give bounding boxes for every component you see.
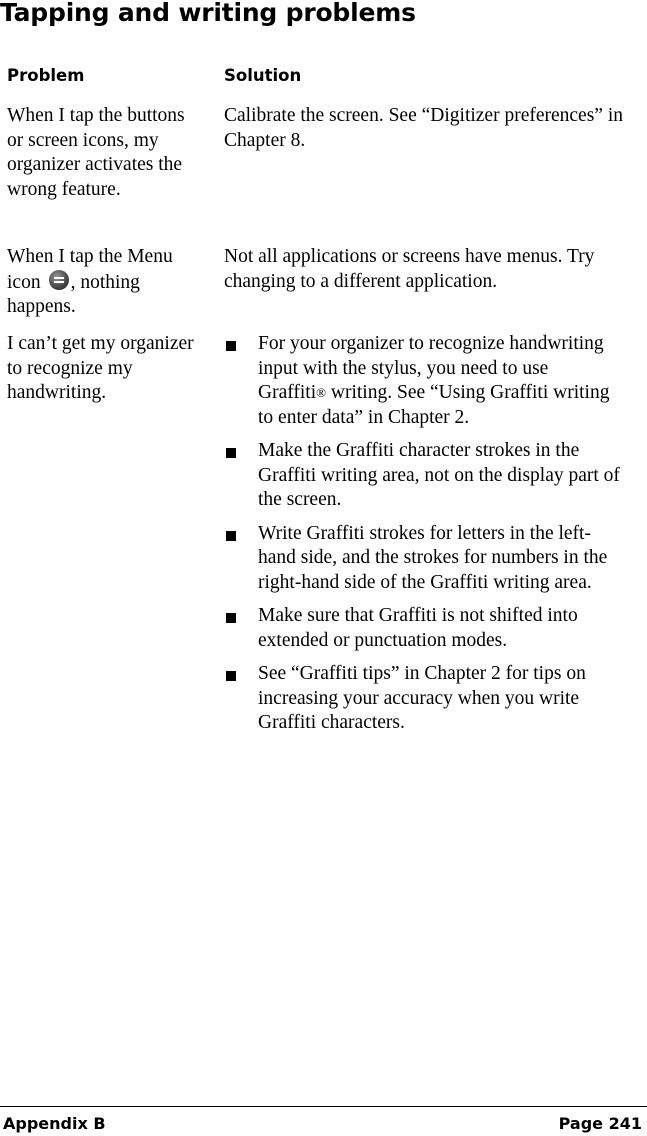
bullet-text-after-symbol: writing. See “Using Graffiti writing to enter data” in Chapter 2. — [258, 382, 610, 428]
solution-bullet-item — [224, 332, 620, 430]
solution-cell-1: Calibrate the screen. See “Digitizer preferences” in Chapter 8. — [224, 105, 623, 151]
problem-text-before-icon: When I tap the Menu icon — [7, 246, 173, 293]
footer-divider — [0, 1106, 647, 1107]
square-bullet-icon — [226, 341, 236, 351]
problem-cell-1: When I tap the buttons or screen icons, my organizer activates the wrong feature. — [7, 105, 185, 200]
solution-bullet-list — [224, 332, 624, 736]
square-bullet-icon — [226, 531, 236, 541]
problem-cell-3: I can’t get my organizer to recognize my handwriting. — [7, 333, 194, 403]
menu-icon — [49, 270, 69, 290]
solution-cell-3 — [224, 332, 624, 745]
bullet-text-before-symbol: For your organizer to recognize handwriting input with the stylus, you need to use Graffiti — [258, 333, 604, 403]
problem-cell-2 — [7, 245, 200, 320]
page-title: Tapping and writing problems — [0, 0, 416, 27]
solution-bullet-item — [224, 662, 620, 736]
square-bullet-icon — [226, 671, 236, 681]
footer-page-number: Page 241 — [558, 1114, 642, 1133]
solution-bullet-item — [224, 439, 620, 513]
bullet-text: Make the Graffiti character strokes in the Graffiti writing area, not on the display part of the screen. — [258, 440, 620, 510]
solution-column-header: Solution — [224, 66, 302, 85]
problem-column-header: Problem — [7, 66, 85, 85]
square-bullet-icon — [226, 448, 236, 458]
footer-section-label: Appendix B — [3, 1114, 106, 1133]
bullet-text: See “Graffiti tips” in Chapter 2 for tips on increasing your accuracy when you write Graffiti characters. — [258, 663, 586, 733]
solution-cell-2: Not all applications or screens have menus. Try changing to a different application. — [224, 246, 595, 292]
solution-bullet-item — [224, 604, 620, 653]
solution-bullet-item — [224, 522, 620, 596]
bullet-text: Write Graffiti strokes for letters in the left-hand side, and the strokes for numbers in the right-hand side of the Graffiti writing area. — [258, 522, 608, 593]
square-bullet-icon — [226, 613, 236, 623]
bullet-text: Make sure that Graffiti is not shifted into extended or punctuation modes. — [258, 605, 578, 651]
registered-symbol: ® — [316, 385, 327, 400]
problem-text-after-icon: , nothing happens. — [7, 271, 140, 317]
